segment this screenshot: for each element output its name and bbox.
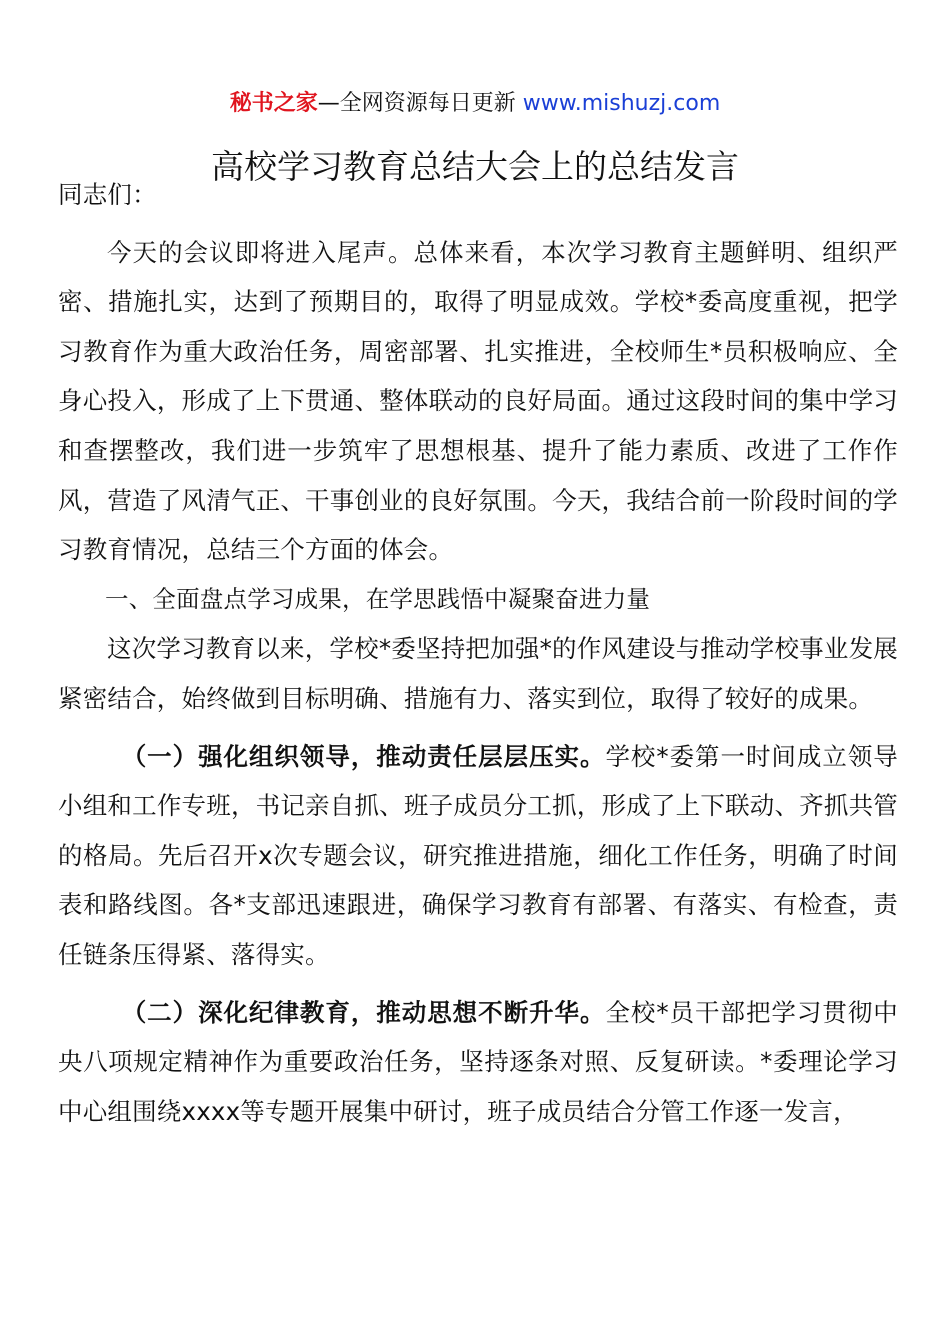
site-header (0, 88, 950, 120)
item-2-paragraph (58, 988, 898, 1137)
document-title: 高校学习教育总结大会上的总结发言 (211, 147, 739, 186)
item-1-paragraph (58, 732, 898, 980)
item-2-lead: （二）深化纪律教育，推动思想不断升华。 (121, 997, 606, 1027)
item-1-lead: （一）强化组织领导，推动责任层层压实。 (121, 741, 606, 771)
site-link[interactable]: www.mishuzj.com (522, 91, 721, 116)
item-2-text: 全校*员干部把学习贯彻中央八项规定精神作为重要政治任务，坚持逐条对照、反复研读。*委理论学习中心组围绕xxxx等专题开展集中研讨，班子成员结合分管工作逐一发言， (58, 997, 898, 1126)
document-body (58, 170, 898, 1136)
item-1-text: 学校*委第一时间成立领导小组和工作专班，书记亲自抓、班子成员分工抓，形成了上下联动、齐抓共管的格局。先后召开x次专题会议，研究推进措施，细化工作任务，明确了时间表和路线图。各*支部迅速跟进，确保学习教育有部署、有落实、有检查，责任链条压得紧、落得实。 (58, 741, 898, 969)
header-tagline: —全网资源每日更新 (317, 91, 523, 116)
intro-paragraph: 今天的会议即将进入尾声。总体来看，本次学习教育主题鲜明、组织严密、措施扎实，达到了预期目的，取得了明显成效。学校*委高度重视，把学习教育作为重大政治任务，周密部署、扎实推进，全校师生*员积极响应、全身心投入，形成了上下贯通、整体联动的良好局面。通过这段时间的集中学习和查摆整改，我们进一步筑牢了思想根基、提升了能力素质、改进了工作作风，营造了风清气正、干事创业的良好氛围。今天，我结合前一阶段时间的学习教育情况，总结三个方面的体会。 (58, 237, 898, 565)
section-heading-1: 一、全面盘点学习成果，在学思践悟中凝聚奋进力量 (105, 584, 651, 613)
salutation: 同志们： (58, 180, 157, 209)
brand-name: 秘书之家 (229, 91, 318, 116)
section-1-paragraph: 这次学习教育以来，学校*委坚持把加强*的作风建设与推动学校事业发展紧密结合，始终做到目标明确、措施有力、落实到位，取得了较好的成果。 (58, 634, 898, 713)
